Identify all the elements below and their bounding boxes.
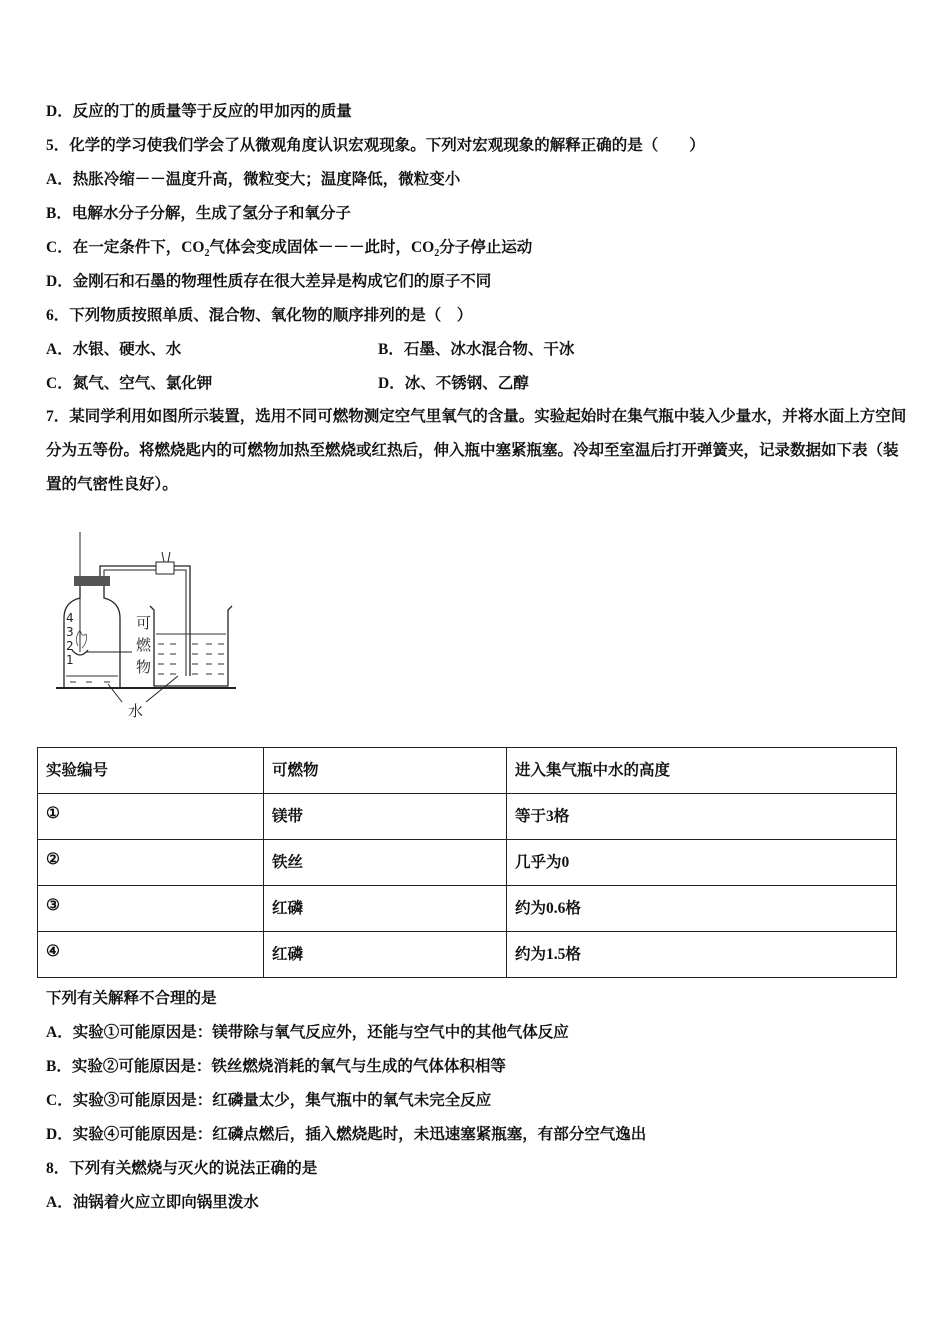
table-cell: 红磷 <box>264 932 507 978</box>
table-cell: 铁丝 <box>264 840 507 886</box>
q5-option-a: A．热胀冷缩－－温度升高，微粒变大；温度降低，微粒变小 <box>46 171 461 188</box>
q7-subquestion: 下列有关解释不合理的是 <box>46 990 217 1007</box>
q7-option-d: D．实验④可能原因是：红磷点燃后，插入燃烧匙时，未迅速塞紧瓶塞，有部分空气逸出 <box>46 1126 647 1143</box>
q5c-sub-1: 2 <box>204 248 210 260</box>
stopper <box>74 576 110 586</box>
q7-option-a: A．实验①可能原因是：镁带除与氧气反应外，还能与空气中的其他气体反应 <box>46 1024 569 1041</box>
header-cell: 进入集气瓶中水的高度 <box>507 748 897 794</box>
header-cell: 可燃物 <box>264 748 507 794</box>
beaker-water <box>156 634 226 674</box>
q7-option-b: B．实验②可能原因是：铁丝燃烧消耗的氧气与生成的气体体积相等 <box>46 1058 506 1075</box>
scale-1: 1 <box>66 653 74 667</box>
q8-option-a: A．油锅着火应立即向锅里泼水 <box>46 1194 259 1211</box>
table-cell: 约为1.5格 <box>507 932 897 978</box>
table-cell: ① <box>38 794 264 840</box>
table-row <box>38 840 897 886</box>
table-header-row <box>38 748 897 794</box>
header-cell: 实验编号 <box>38 748 264 794</box>
table-cell: ② <box>38 840 264 886</box>
q7-option-c: C．实验③可能原因是：红磷量太少，集气瓶中的氧气未完全反应 <box>46 1092 492 1109</box>
table-cell: 几乎为0 <box>507 840 897 886</box>
q5c-text-2: 气体会变成固体－－－此时，CO <box>209 239 435 256</box>
q6-option-a: A．水银、硬水、水 <box>46 341 182 358</box>
bottle-water <box>66 676 118 682</box>
scale-marks <box>66 611 74 667</box>
clamp-top <box>162 552 170 562</box>
flame <box>76 630 86 648</box>
q5-option-d: D．金刚石和石墨的物理性质存在很大差异是构成它们的原子不同 <box>46 273 492 290</box>
q4-option-d: D．反应的丁的质量等于反应的甲加丙的质量 <box>46 103 352 120</box>
question-5: 5．化学的学习使我们学会了从微观角度认识宏观现象。下列对宏观现象的解释正确的是（ ） <box>46 137 705 154</box>
table-row <box>38 794 897 840</box>
label-combustible-1: 可 <box>136 614 152 632</box>
question-6: 6．下列物质按照单质、混合物、氧化物的顺序排列的是（ ） <box>46 307 473 324</box>
table-cell: ③ <box>38 886 264 932</box>
label-water: 水 <box>128 702 144 720</box>
scale-2: 2 <box>66 639 74 653</box>
q5-option-b: B．电解水分子分解，生成了氢分子和氧分子 <box>46 205 351 222</box>
q5c-text-3: 分子停止运动 <box>439 239 533 256</box>
q6-option-c: C．氮气、空气、氯化钾 <box>46 375 213 392</box>
q6-option-d: D．冰、不锈钢、乙醇 <box>378 375 529 392</box>
experiment-table <box>37 747 897 978</box>
table-cell: 镁带 <box>264 794 507 840</box>
scale-3: 3 <box>66 625 74 639</box>
question-7: 7．某同学利用如图所示装置，选用不同可燃物测定空气里氧气的含量。实验起始时在集气瓶中装入少量水，并将水面上方空间分为五等份。将燃烧匙内的可燃物加热至燃烧或红热后，伸入瓶中塞紧瓶塞。冷却至室温后打开弹簧夹，记录数据如下表（装置的气密性良好）。 <box>46 408 907 493</box>
spring-clamp <box>156 562 174 574</box>
table-cell: 约为0.6格 <box>507 886 897 932</box>
table-cell: ④ <box>38 932 264 978</box>
q6-option-b: B．石墨、冰水混合物、干冰 <box>378 341 575 358</box>
question-8: 8．下列有关燃烧与灭火的说法正确的是 <box>46 1160 318 1177</box>
scale-4: 4 <box>66 611 74 625</box>
table-cell: 等于3格 <box>507 794 897 840</box>
apparatus-figure <box>52 526 242 722</box>
q5c-text-1: C．在一定条件下，CO <box>46 239 205 256</box>
table-row <box>38 886 897 932</box>
table-cell: 红磷 <box>264 886 507 932</box>
q5-option-c <box>46 237 532 265</box>
label-combustible-2: 燃 <box>136 636 152 654</box>
q5c-sub-2: 2 <box>434 248 440 260</box>
table-row <box>38 932 897 978</box>
label-combustible-3: 物 <box>136 658 152 676</box>
